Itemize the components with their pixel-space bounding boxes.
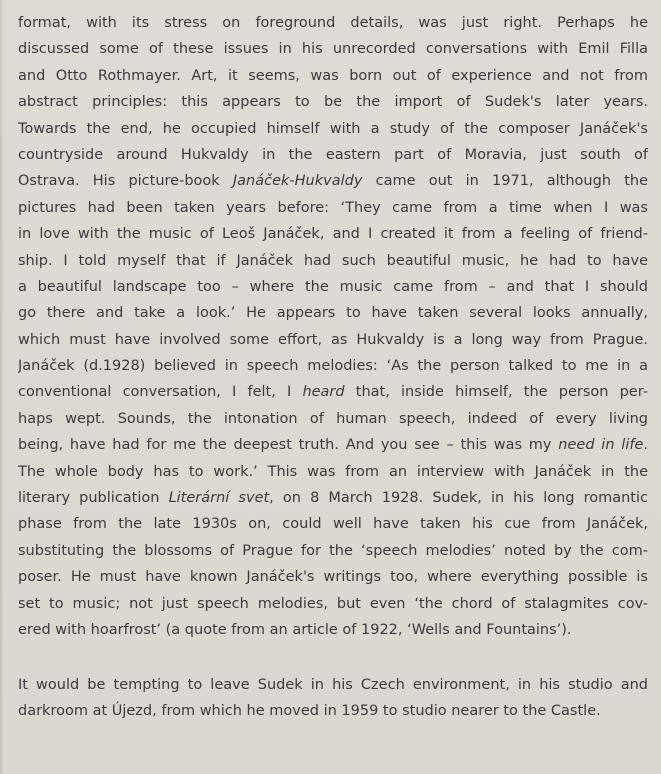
text-run: phase from the late 1930s on, could well have taken his cue from Janáček, bbox=[18, 516, 648, 533]
text-line bbox=[18, 672, 648, 698]
text-line bbox=[18, 89, 648, 115]
text-line bbox=[18, 168, 648, 194]
text-run: Janáček (d.1928) believed in speech melodies: ‘As the person talked to me in a bbox=[18, 358, 648, 375]
text-line bbox=[18, 36, 648, 62]
text-run: being, have had for me the deepest truth. And you see – this was my bbox=[18, 437, 559, 454]
text-run: a beautiful landscape too – where the music came from – and that I should bbox=[18, 278, 648, 295]
text-line bbox=[18, 248, 648, 274]
text-run: ered with hoarfrost’ (a quote from an article of 1922, ‘Wells and Fountains’). bbox=[18, 621, 572, 638]
text-run: , on 8 March 1928. Sudek, in his long romantic bbox=[269, 490, 648, 507]
text-run: Ostrava. His picture-book bbox=[18, 173, 233, 190]
text-run: set to music; not just speech melodies, but even ‘the chord of stalagmites cov- bbox=[18, 595, 648, 612]
page-gutter-shadow bbox=[0, 0, 4, 774]
text-line bbox=[18, 327, 648, 353]
text-run: which must have involved some effort, as Hukvaldy is a long way from Prague. bbox=[18, 331, 648, 348]
text-run: pictures had been taken years before: ‘They came from a time when I was bbox=[18, 199, 648, 216]
text-line bbox=[18, 485, 648, 511]
text-run: that, inside himself, the person per- bbox=[344, 384, 648, 401]
text-line bbox=[18, 379, 648, 405]
text-line bbox=[18, 459, 648, 485]
text-run: go there and take a look.’ He appears to have taken several looks annually, bbox=[18, 305, 648, 322]
text-line bbox=[18, 142, 648, 168]
text-line bbox=[18, 63, 648, 89]
text-line bbox=[18, 274, 648, 300]
text-run: abstract principles: this appears to be the import of Sudek's later years. bbox=[18, 94, 648, 111]
italic-text: need in life bbox=[558, 437, 644, 454]
italic-text: Literární svet bbox=[168, 490, 270, 507]
text-run: haps wept. Sounds, the intonation of human speech, indeed of every living bbox=[18, 410, 648, 427]
italic-text: heard bbox=[302, 384, 345, 401]
text-run: Towards the end, he occupied himself with a study of the composer Janáček's bbox=[18, 120, 648, 137]
italic-text: Janáček-Hukvaldy bbox=[232, 173, 363, 190]
text-line bbox=[18, 406, 648, 432]
text-line bbox=[18, 221, 648, 247]
paragraph bbox=[18, 672, 648, 725]
text-run: poser. He must have known Janáček's writings too, where everything possible is bbox=[18, 569, 648, 586]
text-run: literary publication bbox=[18, 490, 169, 507]
text-line bbox=[18, 698, 648, 724]
text-run: . bbox=[643, 437, 648, 454]
text-line bbox=[18, 195, 648, 221]
text-line bbox=[18, 432, 648, 458]
text-line bbox=[18, 591, 648, 617]
text-run: darkroom at Újezd, from which he moved in 1959 to studio nearer to the Castle. bbox=[18, 703, 601, 720]
text-run: countryside around Hukvaldy in the eastern part of Moravia, just south of bbox=[18, 146, 648, 163]
text-line bbox=[18, 116, 648, 142]
text-run: and Otto Rothmayer. Art, it seems, was born out of experience and not from bbox=[18, 67, 648, 84]
text-line bbox=[18, 617, 648, 643]
text-run: came out in 1971, although the bbox=[362, 173, 648, 190]
text-line bbox=[18, 511, 648, 537]
paragraph bbox=[18, 10, 648, 643]
text-run: substituting the blossoms of Prague for the ‘speech melodies’ noted by the com- bbox=[18, 542, 648, 559]
text-run: format, with its stress on foreground details, was just right. Perhaps he bbox=[18, 15, 648, 31]
text-run: discussed some of these issues in his unrecorded conversations with Emil Filla bbox=[18, 41, 648, 58]
text-line bbox=[18, 538, 648, 564]
text-run: It would be tempting to leave Sudek in his Czech environment, in his studio and bbox=[18, 677, 648, 693]
text-line bbox=[18, 300, 648, 326]
text-line bbox=[18, 10, 648, 36]
text-run: in love with the music of Leoš Janáček, and I created it from a feeling of friend- bbox=[18, 226, 648, 243]
text-run: ship. I told myself that if Janáček had such beautiful music, he had to have bbox=[18, 252, 648, 269]
text-run: The whole body has to work.’ This was from an interview with Janáček in the bbox=[18, 463, 648, 480]
text-line bbox=[18, 353, 648, 379]
text-run: conventional conversation, I felt, I bbox=[18, 384, 303, 401]
text-line bbox=[18, 564, 648, 590]
